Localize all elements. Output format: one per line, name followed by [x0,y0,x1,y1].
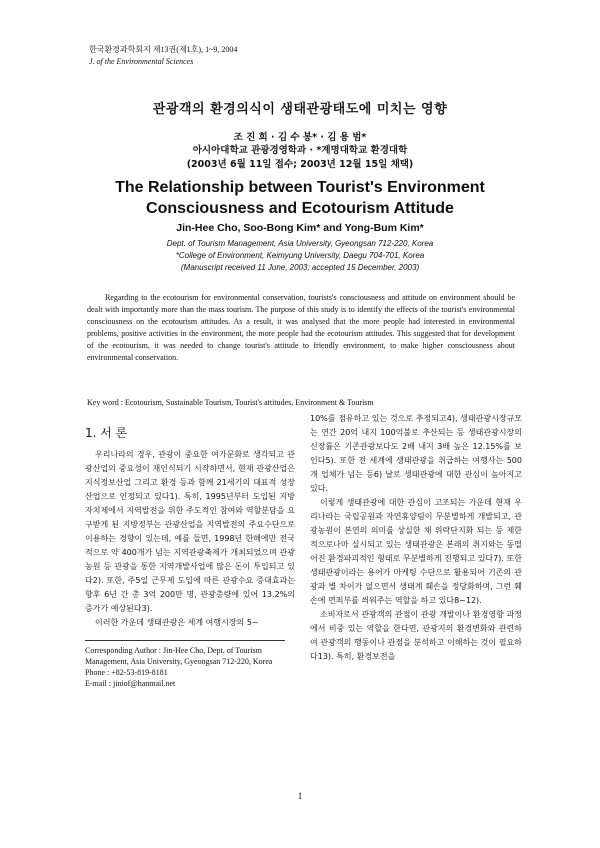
paragraph: 소비자로서 관광객의 관점이 관광 개발이나 환경영향 과정에서 비중 있는 역할을 한다면, 관광지의 환경변화와 관련하여 관광객의 행동이나 관점을 분석하고 이해하는 것이 필요하다13). 특히, 환경보전을 [310,610,522,661]
body-column-left [85,448,295,630]
affiliation-korean: 아시아대학교 관광경영학과 · *계명대학교 환경대학 [192,145,408,156]
title-line-1: The Relationship between Tourist's Environment [115,179,485,196]
paper-title-korean: 관광객의 환경의식이 생태관광태도에 미치는 영향 [152,102,448,117]
affiliation-english-1: Dept. of Tourism Management, Asia University, Gyeongsan 712-220, Korea [166,239,434,248]
body-column-right [310,412,522,664]
received-date-korean: (2003년 6월 11일 접수; 2003년 12월 15일 채택) [186,159,414,170]
corresponding-author: Corresponding Author : Jin-Hee Cho, Dept. of Tourism Management, Asia University, Gyeongsan 712-220, Korea [85,646,273,666]
footnote-divider [85,640,285,641]
journal-citation-ko: 한국환경과학회지 제13권(제1호), 1~9, 2004 [89,45,238,54]
affiliation-english-2: *College of Environment, Keimyung University, Daegu 704-701, Korea [175,251,425,260]
corresponding-author-note [85,645,300,689]
email: E-mail : jiniof@hanmail.net [85,679,176,688]
paragraph: 이러한 가운데 생태관광은 세계 여행시장의 5~ [95,618,259,627]
paragraph: 10%를 점유하고 있는 것으로 추정되고4), 생태관광시장규모는 연간 20억 내지 100억불로 추산되는 등 생태관광시장의 신장률은 기존관광보다도 2배 내지 3배 높은 12.15%를 보인다5). 또한 전 세계에 생태관광을 취급하는 여행사는 500개 업체가 넘는 등6) 날로 생태관광에 대한 관심이 높아지고 있다. [310,414,522,493]
title-line-2: Consciousness and Ecotourism Attitude [146,200,454,217]
paragraph: 우리나라의 경우, 관광이 중요한 여가문화로 생각되고 관광산업의 중요성이 재인식되기 시작하면서, 현재 관광산업은 지식정보산업 그리고 환경 등과 함께 21세기의 대표적 성장산업으로 인정되고 있다1). 특히, 1995년부터 도입된 지방자치제에서 지역발전을 위한 주도적인 참여와 역할분담을 요구받게 된 지방정부는 관광산업을 지역발전의 주요수단으로 이용하는 경향이 있는데, 예를 들면, 1998년 한해에만 전국적으로 약 400개가 넘는 지역관광축제가 개최되었으며 관광농원 등 관광을 통한 지역개발사업에 많은 돈이 투입되고 있다2). 또한, 주5일 근무제 도입에 따른 관광수요 증대효과는 향후 6년 간 총 3억 200만 명, 관광총량에 있어 13.2%의 증가가 예상된다3). [85,450,295,613]
page-number: 1 [297,792,303,802]
authors-english: Jin-Hee Cho, Soo-Bong Kim* and Yong-Bum Kim* [176,222,424,234]
received-date-english: (Manuscript received 11 June, 2003; accepted 15 December, 2003) [180,263,420,272]
abstract: Regarding to the ecotourism for environmental conservation, tourists's consciousness and attitude on environment should be dealt with importantly more than the mass tourism. The purpose of this study is to identify the effects of the tourist's environmental consciousness on the ecotourism attitudes. As a result, it was analysed that the more people had interested in environmental problems, positive activities in the environment, the more people had the ecotourism attitudes. This suggested that for development of the ecotourism, it was needed to change tourist's attitude to friendly environment, to make higher consciousness about environmental conservation. [87,293,515,362]
paper-title-english [0,177,600,219]
paragraph: 이렇게 생태관광에 대한 관심이 고조되는 가운데 현재 우리나라는 국립공원과 자연휴양림이 무분별하게 개발되고, 관광농원이 본연의 의미를 상실한 채 위락단지화 되는 등 제한적으로나마 실시되고 있는 생태관광은 본래의 취지와는 동떨어진 환경파괴적인 형태로 무분별하게 진행되고 있다7). 또한 생태관광이라는 용어가 마케팅 수단으로 활용되어 기존의 관광과 별 차이가 없으면서 생태계 훼손을 정당화하며, 그런 훼손에 면죄부를 씌워주는 역할을 하고 있다8~12). [310,498,522,605]
authors-korean: 조 진 희 · 김 수 봉* · 김 용 범* [233,132,367,143]
keywords: Key word : Ecotourism, Sustainable Tourism, Tourist's attitudes, Environment & Tourism [87,398,374,407]
phone: Phone : +82-53-819-8181 [85,668,168,677]
journal-header [89,44,237,68]
journal-name-en: J. of the Environmental Sciences [89,57,194,66]
section-heading-introduction: 1. 서 론 [85,426,128,440]
